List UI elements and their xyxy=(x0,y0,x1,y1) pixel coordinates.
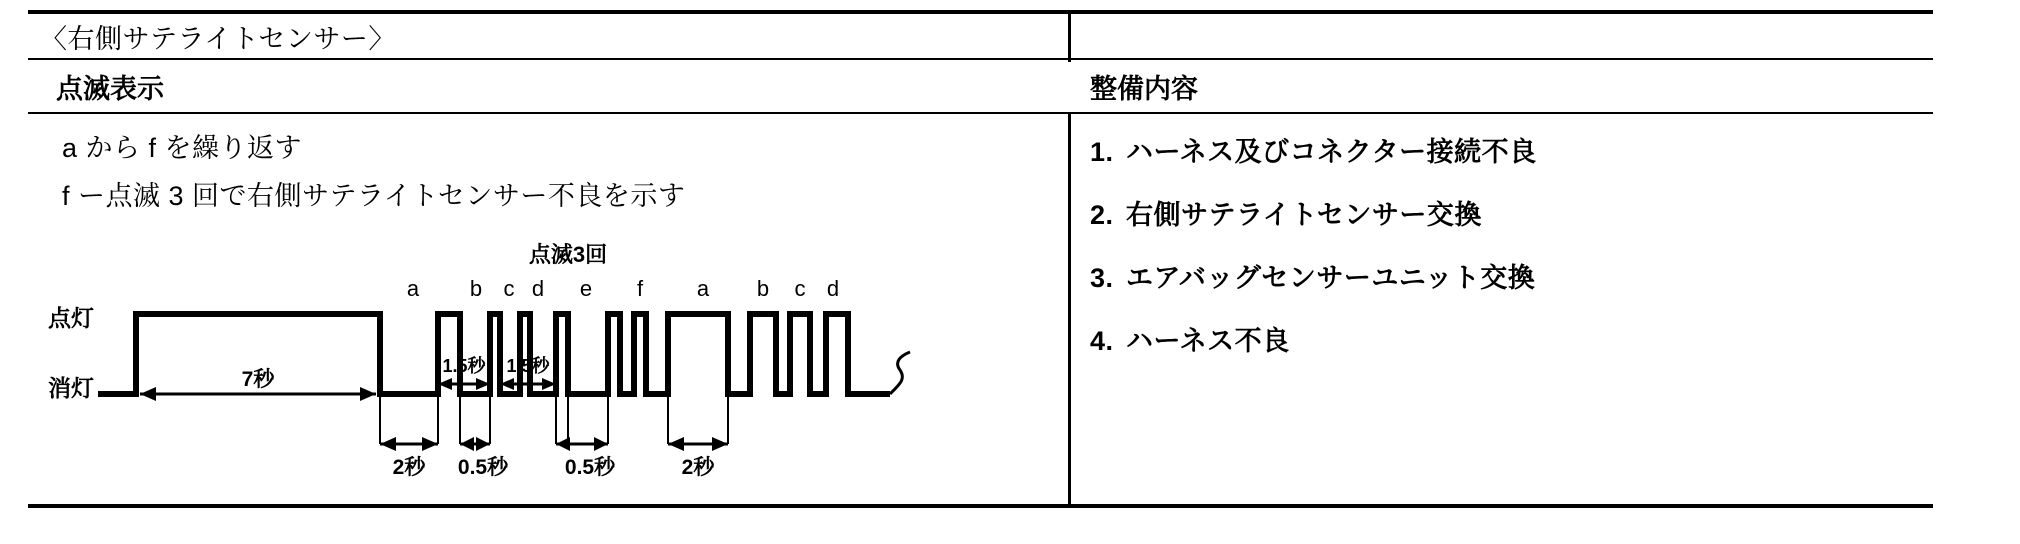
service-item xyxy=(1090,256,1933,295)
service-item-label: ハーネス不良 xyxy=(1126,326,1290,356)
header-blink-label: 点滅表示 xyxy=(56,73,164,104)
body-cell-blink xyxy=(28,114,1068,504)
table-header-row xyxy=(28,60,1933,112)
header-cell-blink xyxy=(28,67,1068,106)
service-item xyxy=(1090,319,1933,358)
svg-text:d: d xyxy=(531,276,545,301)
service-item xyxy=(1090,193,1933,232)
blink-description-line-2: f ー点滅 3 回で右側サテライトセンサー不良を示す xyxy=(62,181,686,211)
svg-text:b: b xyxy=(469,276,483,301)
svg-text:a: a xyxy=(696,276,710,301)
svg-text:1.5秒: 1.5秒 xyxy=(506,356,550,376)
svg-text:1.5秒: 1.5秒 xyxy=(442,356,486,376)
svg-text:7秒: 7秒 xyxy=(241,368,275,391)
service-item-label: ハーネス及びコネクター接続不良 xyxy=(1126,137,1537,167)
svg-text:2秒: 2秒 xyxy=(392,456,426,479)
service-item-label: エアバッグセンサーユニット交換 xyxy=(1126,263,1536,293)
svg-text:b: b xyxy=(756,276,770,301)
table-body-row xyxy=(28,114,1933,504)
svg-text:d: d xyxy=(826,276,840,301)
header-service-label: 整備内容 xyxy=(1090,73,1198,104)
svg-text:消灯: 消灯 xyxy=(48,375,94,401)
service-item xyxy=(1090,130,1933,169)
service-item-number: 4. xyxy=(1090,326,1114,356)
svg-text:点滅3回: 点滅3回 xyxy=(528,242,608,267)
duration-2s-b xyxy=(668,437,728,479)
break-symbol xyxy=(890,352,910,394)
svg-text:c: c xyxy=(794,276,806,301)
svg-text:f: f xyxy=(636,276,644,301)
duration-0p5s-a xyxy=(458,437,509,479)
service-item-number: 3. xyxy=(1090,263,1114,293)
duration-1p5s-b xyxy=(500,355,556,390)
duration-7s xyxy=(140,367,376,401)
svg-text:0.5秒: 0.5秒 xyxy=(457,456,509,479)
header-cell-service xyxy=(1068,67,1933,106)
service-item-label: 右側サテライトセンサー交換 xyxy=(1126,200,1482,230)
body-column-divider xyxy=(1068,114,1071,504)
svg-text:0.5秒: 0.5秒 xyxy=(564,456,616,479)
page-title: 〈右側サテライトセンサー〉 xyxy=(40,23,396,54)
diagnostic-table xyxy=(28,10,1933,508)
svg-text:2秒: 2秒 xyxy=(681,456,715,479)
body-cell-service xyxy=(1068,114,1933,504)
svg-text:c: c xyxy=(503,276,515,301)
svg-text:e: e xyxy=(579,276,593,301)
table-title-row xyxy=(28,14,1933,58)
duration-1p5s-a xyxy=(438,355,490,390)
table-bottom-border xyxy=(28,504,1933,508)
duration-0p5s-b xyxy=(556,437,616,479)
duration-2s-a xyxy=(380,437,438,479)
svg-text:a: a xyxy=(406,276,420,301)
header-column-divider xyxy=(1068,10,1071,62)
service-item-number: 2. xyxy=(1090,200,1114,230)
svg-text:点灯: 点灯 xyxy=(48,305,94,331)
blink-description-line-1: a から f を繰り返す xyxy=(62,133,303,163)
service-item-number: 1. xyxy=(1090,137,1114,167)
waveform-path xyxy=(98,314,890,394)
timing-diagram xyxy=(28,234,1068,504)
